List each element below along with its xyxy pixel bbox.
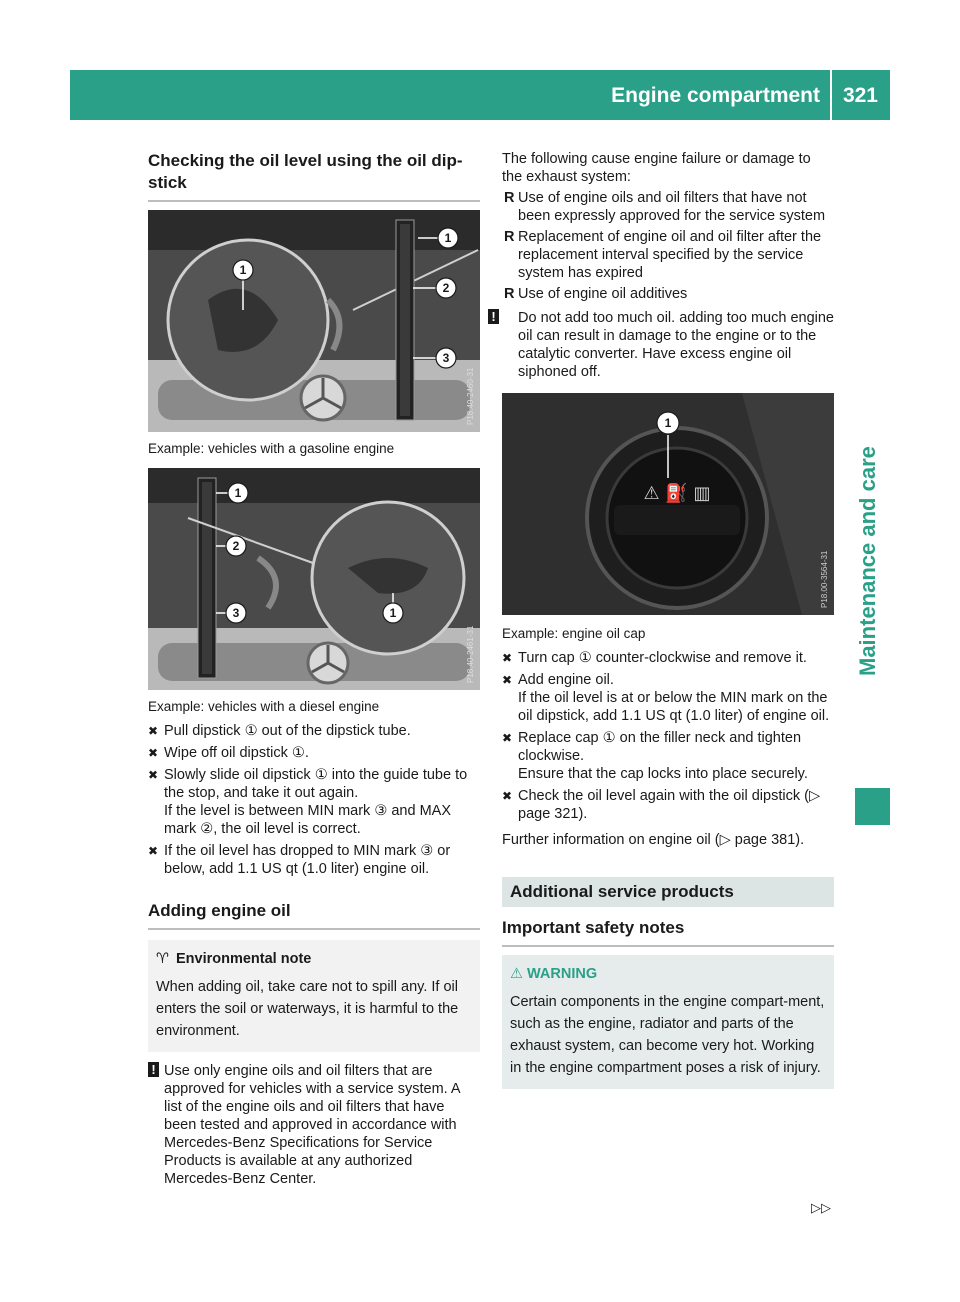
callout-2 xyxy=(226,536,246,556)
svg-text:2: 2 xyxy=(232,539,240,553)
header-title: Engine compartment xyxy=(611,84,820,107)
caption-diesel: Example: vehicles with a diesel engine xyxy=(148,699,380,714)
list-item: R Use of engine oils and oil filters that have not been expressly approved for the service system xyxy=(504,190,826,224)
intro-text: The following cause engine failure or damage to the exhaust system: xyxy=(502,151,811,185)
callout-1 xyxy=(233,260,253,280)
instruction-step: ✖ Replace cap ① on the filler neck and tighten clockwise. Ensure that the cap locks into place securely. xyxy=(502,730,808,782)
callout-1 xyxy=(657,412,679,434)
page-header xyxy=(70,70,890,120)
step-arrow-icon: ✖ xyxy=(502,651,513,665)
callout-1 xyxy=(228,483,248,503)
section-heading-adding-oil: Adding engine oil xyxy=(148,901,291,920)
warning-title: WARNING xyxy=(527,966,598,982)
image-code: P18.00-3564-31 xyxy=(820,550,829,608)
warning-box xyxy=(502,955,834,1089)
section-band-service-products: Additional service products xyxy=(502,877,834,907)
callout-3 xyxy=(226,603,246,623)
oil-cap-illustration xyxy=(502,393,834,615)
heading-rule xyxy=(148,200,480,202)
caption-oil-cap: Example: engine oil cap xyxy=(502,626,646,641)
list-item: R Replacement of engine oil and oil filter after the replacement interval specified by the service system has expired xyxy=(504,229,822,281)
warning-text: Certain components in the engine compart-ment, such as the engine, radiator and parts of the exhaust system, can become very hot. Working in the engine compartment poses a risk of injury. xyxy=(510,994,825,1076)
step-arrow-icon: ✖ xyxy=(502,673,513,687)
exclamation-icon: ! xyxy=(488,309,499,324)
exclamation-icon: ! xyxy=(148,1062,159,1077)
header-separator xyxy=(830,70,832,120)
step-arrow-icon: ✖ xyxy=(148,844,159,858)
svg-text:1: 1 xyxy=(234,486,242,500)
instruction-step: ✖ Wipe off oil dipstick ①. xyxy=(148,745,309,761)
gasoline-engine-illustration xyxy=(148,210,480,432)
callout-1-inset xyxy=(383,603,403,623)
warning-oil-symbols-icon: ⚠ ⛽ ▥ xyxy=(643,483,711,504)
image-code: P18.40-2461-31 xyxy=(466,625,475,683)
step-arrow-icon: ✖ xyxy=(148,768,159,782)
instruction-step: ✖ If the oil level has dropped to MIN mark ③ or below, add 1.1 US qt (1.0 liter) engine oil. xyxy=(148,843,451,877)
list-item: R Use of engine oil additives xyxy=(504,286,688,302)
instruction-step: ✖ Check the oil level again with the oil dipstick (▷ page 321). xyxy=(502,788,821,822)
step-arrow-icon: ✖ xyxy=(148,746,159,760)
svg-text:3: 3 xyxy=(442,351,450,365)
callout-3 xyxy=(436,348,456,368)
section-heading-dipstick: Checking the oil level using the oil dip-stick xyxy=(148,151,463,192)
env-note-title: Environmental note xyxy=(176,951,312,967)
env-note-text: When adding oil, take care not to spill any. If oil enters the soil or waterways, it is harmful to the environment. xyxy=(156,979,459,1039)
step-arrow-icon: ✖ xyxy=(502,789,513,803)
photo-oil-cap xyxy=(502,393,834,615)
callout-2 xyxy=(436,278,456,298)
notice-material-damage: ! Do not add too much oil. adding too much engine oil can result in damage to the engine or to the catalytic converter. Have excess engine oil siphoned off. xyxy=(488,309,834,381)
right-column xyxy=(491,150,834,1089)
svg-text:2: 2 xyxy=(442,281,450,295)
further-info: Further information on engine oil (▷ page 381). xyxy=(502,832,805,848)
svg-text:1: 1 xyxy=(444,231,452,245)
instruction-step: ✖ Add engine oil. If the oil level is at or below the MIN mark on the oil dipstick, add 1.1 US qt (1.0 liter) of engine oil. xyxy=(502,672,830,724)
svg-text:1: 1 xyxy=(389,606,397,620)
instruction-step: ✖ Pull dipstick ① out of the dipstick tube. xyxy=(148,723,411,739)
section-heading-safety: Important safety notes xyxy=(502,918,685,937)
side-tab-label: Maintenance and care xyxy=(855,446,880,676)
image-code: P18.40-2460-31 xyxy=(466,367,475,425)
svg-text:3: 3 xyxy=(232,606,240,620)
heading-rule xyxy=(502,945,834,947)
photo-diesel-engine xyxy=(148,468,480,690)
environmental-note xyxy=(148,940,480,1052)
notice-material-damage: ! Use only engine oils and oil filters that are approved for vehicles with a service system. A list of the engine oils and oil filters that have been tested and approved in accordance with Mercedes-Benz Specifications for Service Products is available at any authorized Mercedes-Benz Center. xyxy=(148,1062,480,1188)
step-arrow-icon: ✖ xyxy=(502,731,513,745)
instruction-step: ✖ Turn cap ① counter-clockwise and remove it. xyxy=(502,650,807,666)
photo-gasoline-engine xyxy=(148,210,480,432)
page-number: 321 xyxy=(842,84,878,107)
caption-gasoline: Example: vehicles with a gasoline engine xyxy=(148,441,395,456)
callout-1-top xyxy=(438,228,458,248)
environment-leaf-icon: ♈ xyxy=(156,951,169,967)
side-tab-marker xyxy=(855,788,890,825)
diesel-engine-illustration xyxy=(148,468,480,690)
instruction-step: ✖ Slowly slide oil dipstick ① into the guide tube to the stop, and take it out again. If the level is between MIN mark ③ and MAX mark ②, the oil level is correct. xyxy=(148,767,468,837)
continue-arrow-icon: ▷▷ xyxy=(811,1200,831,1215)
left-column xyxy=(148,150,480,1194)
step-arrow-icon: ✖ xyxy=(148,724,159,738)
svg-text:1: 1 xyxy=(664,416,672,430)
svg-text:1: 1 xyxy=(239,263,247,277)
heading-rule xyxy=(148,928,480,930)
warning-triangle-icon: ⚠ xyxy=(510,966,528,982)
